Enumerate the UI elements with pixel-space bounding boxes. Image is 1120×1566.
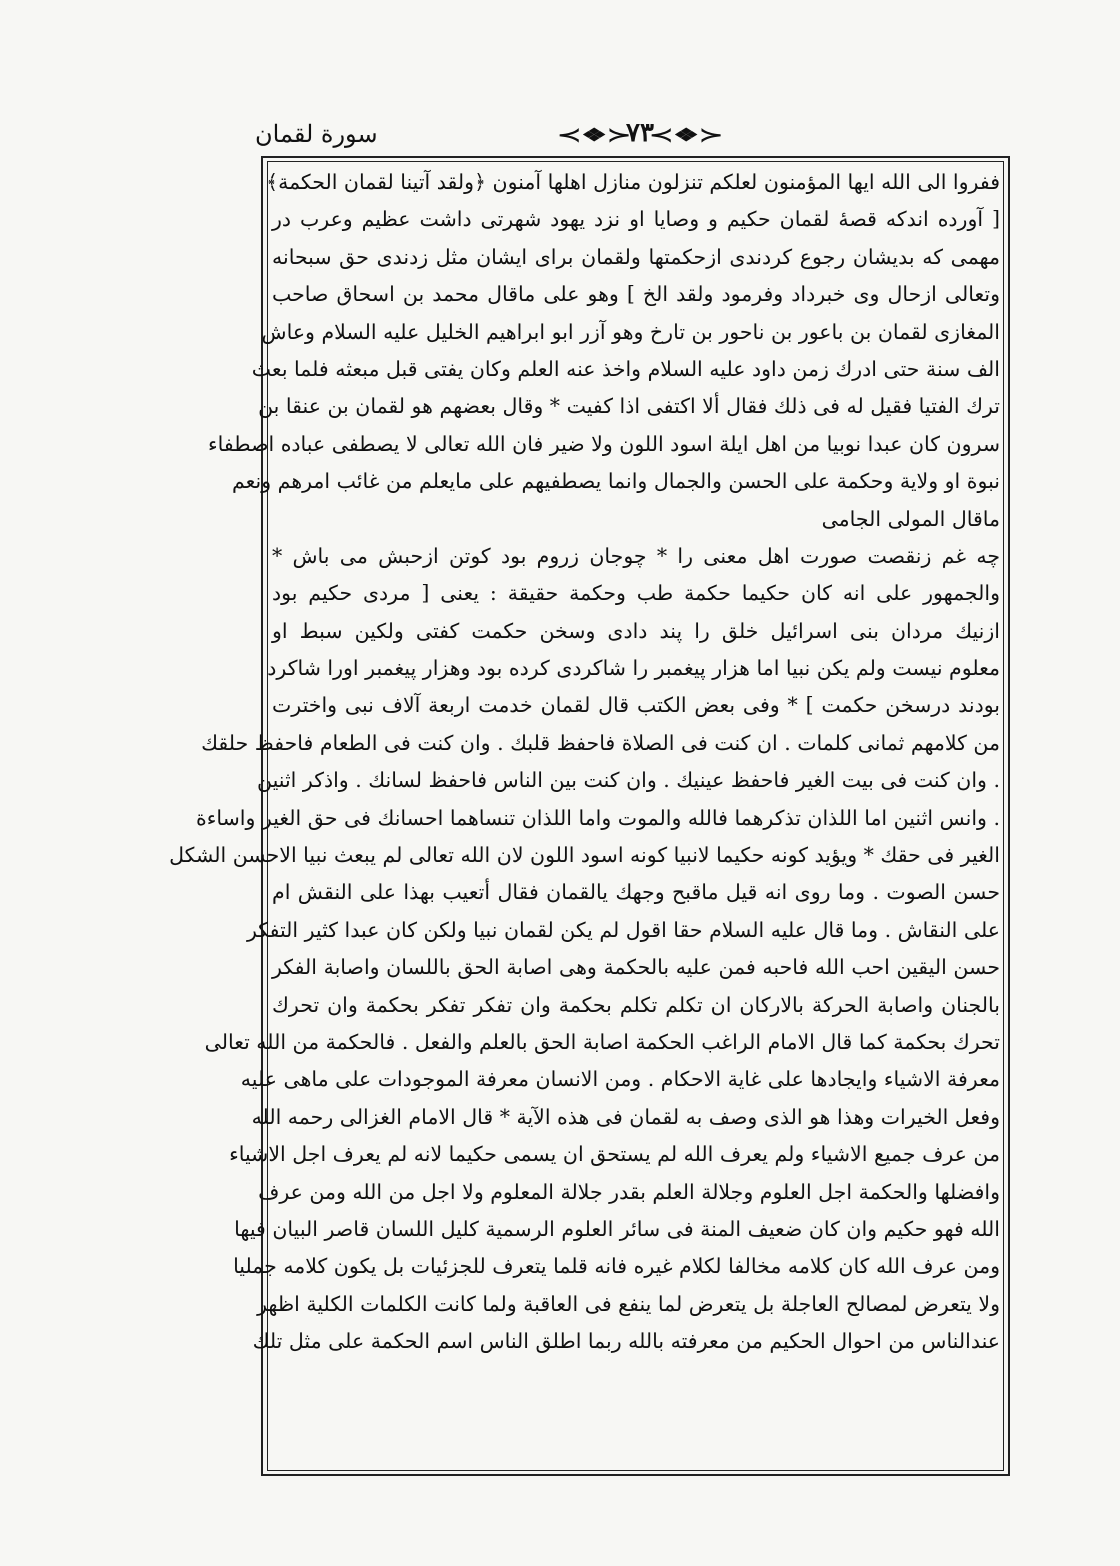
text-line: وتعالى ازحال وى خبرداد وفرمود ولقد الخ ] وهو على ماقال محمد بن اسحاق صاحب	[272, 282, 1000, 307]
text-line: وافضلها والحكمة اجل العلوم وجلالة العلم بقدر جلالة المعلوم ولا اجل من الله ومن عرف	[258, 1179, 1000, 1204]
text-line: [ آورده اندكه قصهٔ لقمان حكيم و وصايا او نزد يهود شهرتى داشت عظيم وعرب در	[272, 207, 1000, 232]
text-line: المغازى لقمان بن باعور بن ناحور بن تارخ وهو آزر ابو ابراهيم الخليل عليه السلام وعاش	[261, 319, 1000, 344]
text-line: مهمى كه بديشان رجوع كردندى ازحكمتها ولقمان براى ايشان مثل زدندى حق سبحانه	[272, 244, 1000, 269]
text-line: . وان كنت فى بيت الغير فاحفظ عينيك . وان كنت بين الناس فاحفظ لسانك . واذكر اثنين	[256, 768, 1000, 793]
text-line: وفعل الخيرات وهذا هو الذى وصف به لقمان فى هذه الآية * قال الامام الغزالى رحمه الله	[251, 1104, 1000, 1129]
text-line: نبوة او ولاية وحكمة على الحسن والجمال وانما يصطفيهم على مايعلم من غائب امرهم ونعم	[232, 469, 1000, 494]
text-line: بالجنان واصابة الحركة بالاركان ان تكلم تكلم بحكمة وان تفكر تفكر بحكمة وان تحرك	[272, 992, 1000, 1017]
surah-title: سورة لقمان	[255, 120, 378, 148]
text-line: ازنيك مردان بنى اسرائيل خلق را پند دادى وسخن حكمت كفتى ولكين سبط او	[272, 618, 1000, 643]
text-line: على النقاش . وما قال عليه السلام حقا اقول لم يكن لقمان نبيا ولكن كان عبدا كثير التفكر	[246, 917, 1000, 942]
text-line: عندالناس من احوال الحكيم من معرفته بالله ربما اطلق الناس اسم الحكمة على مثل تلك	[252, 1329, 1000, 1354]
text-line: والجمهور على انه كان حكيما حكمة طب وحكمة حقيقة : يعنى [ مردى حكيم بود	[272, 581, 1000, 606]
text-line: ماقال المولى الجامى	[821, 506, 1000, 531]
text-line: حسن الصوت . وما روى انه قيل ماقبح وجهك يالقمان فقال أتعيب بهذا على النقش ام	[272, 880, 1000, 905]
text-line: الف سنة حتى ادرك زمن داود عليه السلام واخذ عنه العلم وكان يفتى قبل مبعثه فلما بعث	[251, 356, 1000, 381]
left-ornament-icon: ≺❖≻	[649, 125, 724, 146]
text-line: معلوم نيست ولم يكن نبيا اما هزار پيغمبر را شاكردى كرده بود وهزار پيغمبر اورا شاكرد	[267, 656, 1000, 681]
body-text	[169, 164, 1000, 1361]
page-number-block	[556, 118, 724, 148]
text-line: ترك الفتيا فقيل له فى ذلك فقال ألا اكتفى اذا كفيت * وقال بعضهم هو لقمان بن عنقا بن	[258, 394, 1000, 419]
text-line: سرون كان عبدا نوبيا من اهل ايلة اسود اللون ولا ضير فان الله تعالى لا يصطفى عباده اصطفاء	[208, 431, 1000, 456]
verse-line: چه غم زنقصت صورت اهل معنى را * چوجان زروم بود كوتن ازحبش مى باش *	[272, 543, 1000, 568]
text-line: من كلامهم ثمانى كلمات . ان كنت فى الصلاة فاحفظ قلبك . وان كنت فى الطعام فاحفظ حلقك	[201, 730, 1000, 755]
text-line: ولا يتعرض لمصالح العاجلة بل يتعرض لما ينفع فى العاقبة ولما كانت الكلمات الكلية اظهر	[257, 1291, 1000, 1316]
text-line: حسن اليقين احب الله فاحبه فمن عليه بالحكمة وهى اصابة الحق باللسان واصابة الفكر	[272, 955, 1000, 980]
right-ornament-icon: ≺❖≻	[556, 125, 631, 146]
text-line: من عرف جميع الاشياء ولم يعرف الله لم يستحق ان يسمى حكيما لانه لم يعرف اجل الاشياء	[229, 1142, 1000, 1167]
text-line: . وانس اثنين اما اللذان تذكرهما فالله والموت واما اللذان تنساهما احسانك فى حق الغير واساءة	[196, 805, 1000, 830]
text-line: ومن عرف الله كان كلامه مخالفا لكلام غيره فانه قلما يتعرف للجزئيات بل يكون كلامه جمليا	[233, 1254, 1000, 1279]
page-header	[255, 118, 1015, 154]
text-line: الغير فى حقك * ويؤيد كونه حكيما لانبيا كونه اسود اللون لان الله تعالى لم يبعث نبيا الاحسن الشكل	[169, 843, 1000, 868]
text-line: ففروا الى الله ايها المؤمنون لعلكم تنزلون منازل اهلها آمنون ﴿ولقد آتينا لقمان الحكمة﴾	[266, 170, 1000, 194]
page-number: ٧٣	[626, 118, 654, 148]
text-line: بودند درسخن حكمت ] * وفى بعض الكتب قال لقمان خدمت اربعة آلاف نبى واخترت	[272, 693, 1000, 718]
text-line: معرفة الاشياء وايجادها على غاية الاحكام . ومن الانسان معرفة الموجودات على ماهى عليه	[240, 1067, 1000, 1092]
text-line: تحرك بحكمة كما قال الامام الراغب الحكمة اصابة الحق بالعلم والفعل . فالحكمة من الله تعالى	[204, 1029, 1000, 1054]
text-line: الله فهو حكيم وان كان ضعيف المنة فى سائر العلوم الرسمية كليل اللسان قاصر البيان فيها	[234, 1216, 1000, 1241]
